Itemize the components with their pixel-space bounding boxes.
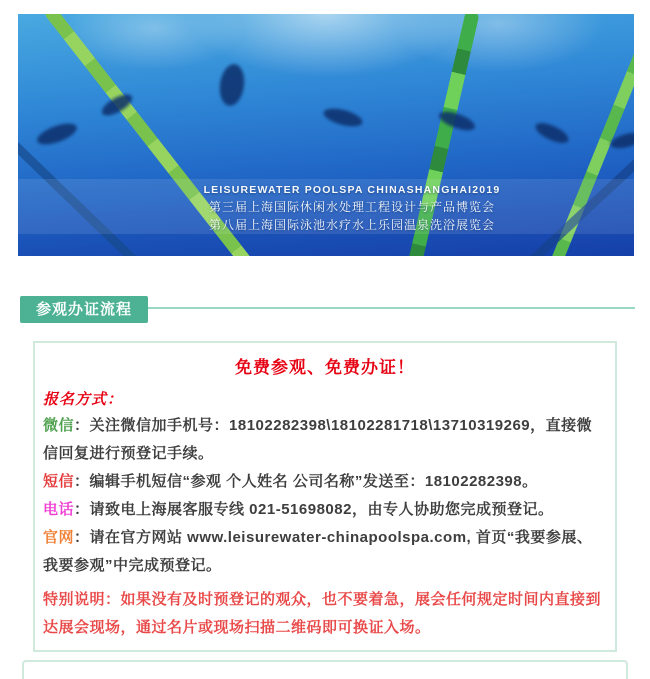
swimmer-silhouette bbox=[322, 105, 365, 130]
notice-box bbox=[33, 341, 617, 652]
notice-special-note bbox=[43, 586, 607, 642]
banner-image bbox=[18, 14, 634, 256]
next-section-box bbox=[22, 660, 628, 679]
phone-label: 电话 bbox=[43, 501, 75, 518]
special-note-text: ：如果没有及时预登记的观众，也不要着急，展会任何规定时间内直接到达展会现场，通过名片或现场扫描二维码即可换证入场。 bbox=[43, 591, 602, 636]
banner-title-en: LEISUREWATER POOLSPA CHINASHANGHAI2019 bbox=[203, 184, 501, 196]
website-text: ：请在官方网站 www.leisurewater-chinapoolspa.com, 首页“我要参展、我要参观”中完成预登记。 bbox=[43, 529, 593, 574]
notice-item-wechat bbox=[43, 412, 607, 468]
notice-title: 免费参观、免费办证！ bbox=[235, 358, 415, 377]
notice-item-website bbox=[43, 524, 607, 580]
notice-item-sms bbox=[43, 468, 607, 496]
sms-text: ：编辑手机短信“参观 个人姓名 公司名称”发送至：18102282398。 bbox=[74, 473, 538, 490]
notice-item-phone bbox=[43, 496, 607, 524]
sms-label: 短信 bbox=[43, 473, 75, 490]
wechat-text: ：关注微信加手机号：18102282398\18102281718\13710319269，直接微信回复进行预登记手续。 bbox=[43, 417, 593, 462]
banner-caption bbox=[70, 184, 634, 232]
swimmer-silhouette bbox=[35, 119, 80, 148]
notice-subtitle: 报名方式： bbox=[43, 391, 124, 408]
section-divider-line bbox=[148, 307, 635, 309]
banner-subtitle-cn2: 第八届上海国际泳池水疗水上乐园温泉洗浴展览会 bbox=[208, 218, 495, 232]
phone-text: ：请致电上海展客服专线 021-51698082，由专人协助您完成预登记。 bbox=[74, 501, 554, 518]
swimmer-silhouette bbox=[533, 119, 572, 147]
banner-subtitle-cn1: 第三届上海国际休闲水处理工程设计与产品博览会 bbox=[208, 200, 495, 214]
website-label: 官网 bbox=[43, 529, 75, 546]
section-title-badge: 参观办证流程 bbox=[20, 296, 148, 323]
wechat-label: 微信 bbox=[43, 417, 75, 434]
swimmer-silhouette bbox=[217, 63, 247, 108]
special-note-label: 特别说明 bbox=[43, 591, 106, 608]
